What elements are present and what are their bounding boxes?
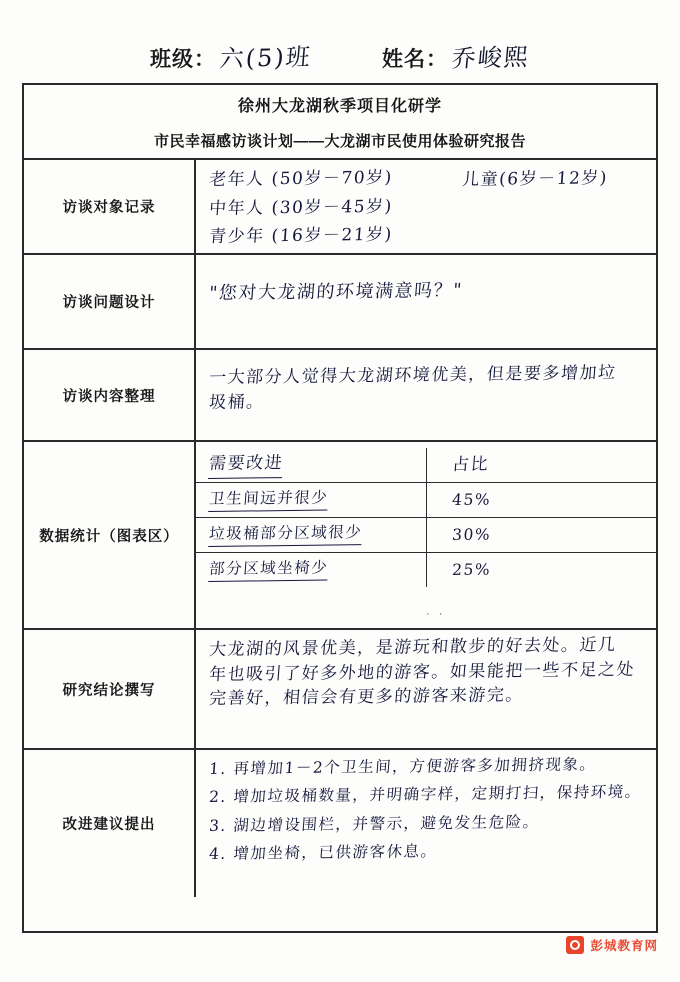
report-table xyxy=(22,83,658,933)
suggestion-item: 1. 再增加1－2个卫生间，方便游客多加拥挤现象。 xyxy=(208,755,598,778)
student-header xyxy=(0,38,680,80)
conclusion-line: 大龙湖的风景优美，是游玩和散步的好去处。近几 xyxy=(208,635,618,660)
row-conclusion xyxy=(24,630,656,750)
name-field xyxy=(382,38,530,73)
suggestion-item: 2. 增加垃圾桶数量，并明确字样，定期打扫，保持环境。 xyxy=(208,783,643,807)
label-suggestions: 改进建议提出 xyxy=(24,750,196,897)
content-line: 一大部分人觉得大龙湖环境优美，但是要多增加垃 xyxy=(208,363,618,388)
interview-targets-right xyxy=(463,168,609,254)
table-header-row xyxy=(196,448,656,483)
value-content-summary xyxy=(196,350,656,440)
interview-target-line: 中年人 (30岁－45岁) xyxy=(208,196,394,219)
page-title: 徐州大龙湖秋季项目化研学 xyxy=(237,97,442,115)
interview-target-line: 儿童(6岁－12岁) xyxy=(461,168,610,190)
row-question-design xyxy=(24,255,656,350)
document-subtitle-row xyxy=(24,123,656,160)
content-line: 圾桶。 xyxy=(208,391,266,413)
row-interview-targets xyxy=(24,160,656,255)
interview-target-line: 老年人 (50岁－70岁) xyxy=(208,167,394,190)
value-conclusion xyxy=(196,630,656,748)
value-interview-targets xyxy=(196,160,656,253)
stats-value-cell: 45% xyxy=(426,483,656,518)
conclusion-line: 年也吸引了好多外地的游客。如果能把一些不足之处 xyxy=(208,659,636,685)
stats-table xyxy=(196,448,656,587)
stats-col-header-ratio: 占比 xyxy=(426,448,656,483)
stats-chart-area xyxy=(196,442,656,628)
label-interview-targets: 访谈对象记录 xyxy=(24,160,196,253)
watermark-logo-icon xyxy=(566,936,584,954)
document-title-row xyxy=(24,85,656,123)
table-row xyxy=(196,483,656,518)
value-suggestions xyxy=(196,750,656,897)
class-label: 班级： xyxy=(150,48,216,71)
stats-category-cell: 垃圾桶部分区域很少 xyxy=(196,518,426,553)
suggestion-item: 3. 湖边增设围栏，并警示，避免发生危险。 xyxy=(208,812,541,835)
label-data-stats: 数据统计（图表区） xyxy=(24,442,196,628)
question-text: "您对大龙湖的环境满意吗？" xyxy=(208,279,464,304)
stats-value-cell: 30% xyxy=(426,518,656,553)
stats-value-cell: 25% xyxy=(426,553,656,588)
interview-targets-left xyxy=(210,168,393,254)
stats-category-cell: 部分区域坐椅少 xyxy=(196,553,426,588)
table-row xyxy=(196,518,656,553)
watermark-text: 彭城教育网 xyxy=(590,939,658,953)
table-row xyxy=(196,553,656,588)
label-content-summary: 访谈内容整理 xyxy=(24,350,196,440)
interview-target-line: 青少年 (16岁－21岁) xyxy=(208,225,394,248)
name-value: 乔峻熙 xyxy=(450,43,531,73)
row-suggestions xyxy=(24,750,656,897)
row-content-summary xyxy=(24,350,656,442)
watermark xyxy=(566,936,658,954)
value-data-stats xyxy=(196,442,656,628)
class-value: 六(5)班 xyxy=(218,43,313,73)
label-question-design: 访谈问题设计 xyxy=(24,255,196,348)
stats-dots-mark: · · xyxy=(426,608,446,620)
conclusion-line: 完善好，相信会有更多的游客来游完。 xyxy=(208,685,525,710)
suggestion-item: 4. 增加坐椅，已供游客休息。 xyxy=(208,842,439,864)
page-subtitle: 市民幸福感访谈计划——大龙湖市民使用体验研究报告 xyxy=(153,133,526,150)
value-question-design xyxy=(196,255,656,348)
stats-category-cell: 卫生间远并很少 xyxy=(196,483,426,518)
class-field xyxy=(150,38,312,73)
label-conclusion: 研究结论撰写 xyxy=(24,630,196,748)
row-data-stats xyxy=(24,442,656,630)
stats-col-header-improve: 需要改进 xyxy=(196,448,426,483)
name-label: 姓名： xyxy=(382,48,448,71)
